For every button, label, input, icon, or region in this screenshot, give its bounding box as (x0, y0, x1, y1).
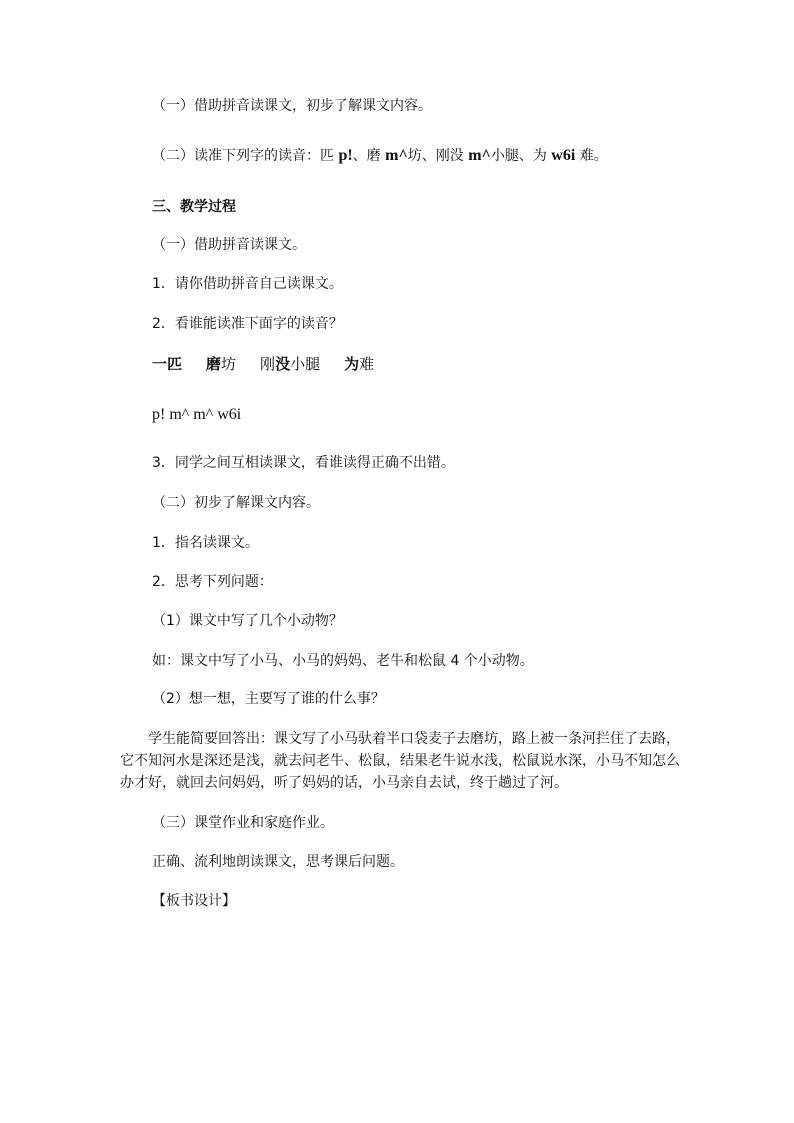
answer-1: 如：课文中写了小马、小马的妈妈、老牛和松鼠 4 个小动物。 (152, 653, 534, 669)
char-word-2: 磨坊 (206, 355, 237, 373)
pinyin-pi: p! (338, 147, 353, 164)
step-2-item-1: 1．指名读课文。 (152, 535, 259, 551)
objective-2-prefix: （二）读准下列字的读音：匹 (152, 148, 339, 164)
objective-2-mid3: 小腿、为 (490, 148, 552, 164)
step-3-text: 正确、流利地朗读课文，思考课后问题。 (152, 854, 404, 870)
char-word-1: 一匹 (152, 355, 183, 373)
step-2-item-2: 2．思考下列问题： (152, 574, 273, 590)
pinyin-row: p! m^ m^ w6i (152, 406, 242, 423)
objective-2-suffix: 难。 (575, 148, 608, 164)
pinyin-mo: m^ (385, 147, 408, 164)
char-word-4: 为难 (344, 355, 375, 373)
question-2: （2）想一想，主要写了谁的什么事？ (152, 691, 385, 707)
board-design-heading: 【板书设计】 (152, 893, 236, 909)
pinyin-mo2: m^ (468, 147, 491, 164)
pinyin-wei: w6i (551, 147, 576, 164)
objective-1: （一）借助拼音读课文，初步了解课文内容。 (152, 98, 432, 114)
section-heading-process: 三、教学过程 (152, 199, 236, 215)
objective-2 (152, 146, 608, 166)
objective-2-mid2: 坊、刚没 (407, 148, 469, 164)
step-1-item-1: 1．请你借助拼音自己读课文。 (152, 276, 343, 292)
question-1: （1）课文中写了几个小动物？ (152, 613, 343, 629)
step-2-heading: （二）初步了解课文内容。 (152, 495, 320, 511)
step-1-item-2: 2．看谁能读准下面字的读音？ (152, 316, 343, 332)
step-1-item-3: 3．同学之间互相读课文，看谁读得正确不出错。 (152, 455, 455, 471)
objective-2-mid1: 、磨 (352, 148, 386, 164)
char-word-3: 刚没小腿 (260, 355, 321, 373)
answer-2: 学生能简要回答出：课文写了小马驮着半口袋麦子去磨坊，路上被一条河拦住了去路，它不知河水是深还是浅，就去问老牛、松鼠，结果老牛说水浅，松鼠说水深，小马不知怎么办才好，就回去问妈妈，听了妈妈的话，小马亲自去试，终于趟过了河。 (120, 731, 680, 791)
step-3-heading: （三）课堂作业和家庭作业。 (152, 815, 334, 831)
characters-row (152, 354, 374, 374)
step-1-heading: （一）借助拼音读课文。 (152, 237, 306, 253)
